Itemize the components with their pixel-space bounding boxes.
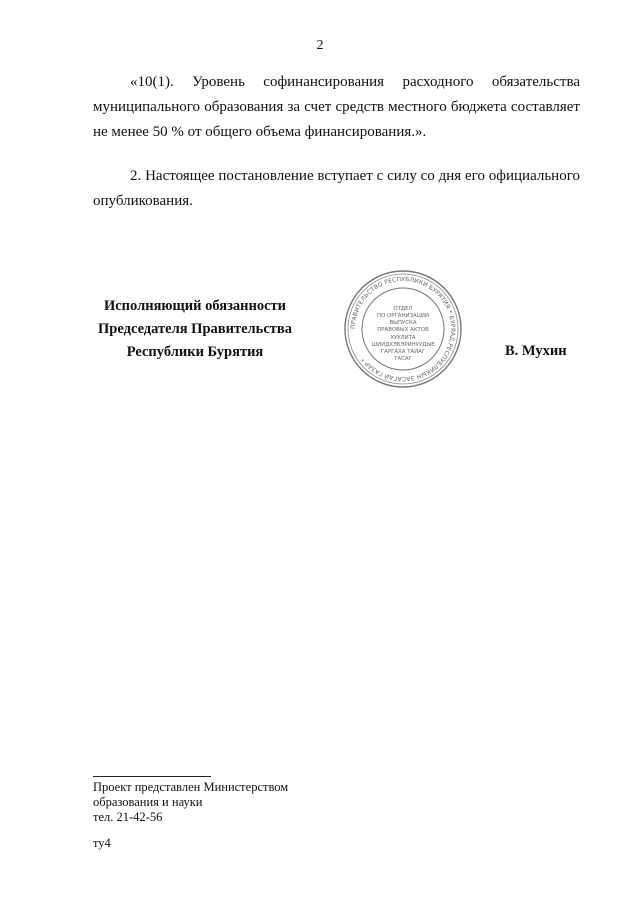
svg-text:ХУУЛИТА: ХУУЛИТА	[390, 335, 416, 341]
amendment-paragraph: «10(1). Уровень софинансирования расходного обязательства муниципального образования за счет средств местного бюджета составляет не менее 50 % от общего объема финансирования.».	[93, 74, 580, 140]
footer-line: образования и науки	[93, 795, 203, 809]
effective-date-paragraph: 2. Настоящее постановление вступает с силу со дня его официального опубликования.	[93, 168, 580, 209]
signatory-title-line: Председателя Правительства	[98, 321, 292, 337]
official-seal-stamp	[341, 267, 465, 391]
svg-text:ПРАВОВЫХ АКТОВ: ПРАВОВЫХ АКТОВ	[377, 327, 429, 333]
footer-note	[93, 780, 288, 825]
signatory-title	[90, 295, 300, 364]
svg-text:ПРАВИТЕЛЬСТВО РЕСПУБЛИКИ БУРЯТ: ПРАВИТЕЛЬСТВО РЕСПУБЛИКИ БУРЯТИЯ * БУРЯАД РЕСПУБЛИКЫН ЗАСАГАЙ ГАЗАР *	[349, 275, 457, 383]
footer-divider	[93, 776, 211, 777]
signatory-name: В. Мухин	[505, 343, 567, 359]
signatory-title-line: Республики Бурятия	[126, 344, 264, 360]
svg-text:ТАСАГ: ТАСАГ	[394, 356, 412, 362]
svg-text:ГАРГАХА ТАЙАГ: ГАРГАХА ТАЙАГ	[380, 349, 426, 355]
svg-text:ОТДЕЛ: ОТДЕЛ	[393, 306, 413, 312]
svg-text:ПО ОРГАНИЗАЦИИ: ПО ОРГАНИЗАЦИИ	[377, 313, 429, 319]
svg-text:ШИИДХЭБЭРИНУУДЫЕ: ШИИДХЭБЭРИНУУДЫЕ	[371, 342, 435, 348]
footer-phone: тел. 21-42-56	[93, 810, 163, 824]
svg-text:ВЫПУСКА: ВЫПУСКА	[389, 320, 417, 326]
document-code: ту4	[93, 836, 111, 850]
signatory-title-line: Исполняющий обязанности	[103, 298, 287, 314]
page-number: 2	[316, 38, 324, 53]
footer-line: Проект представлен Министерством	[93, 780, 289, 794]
